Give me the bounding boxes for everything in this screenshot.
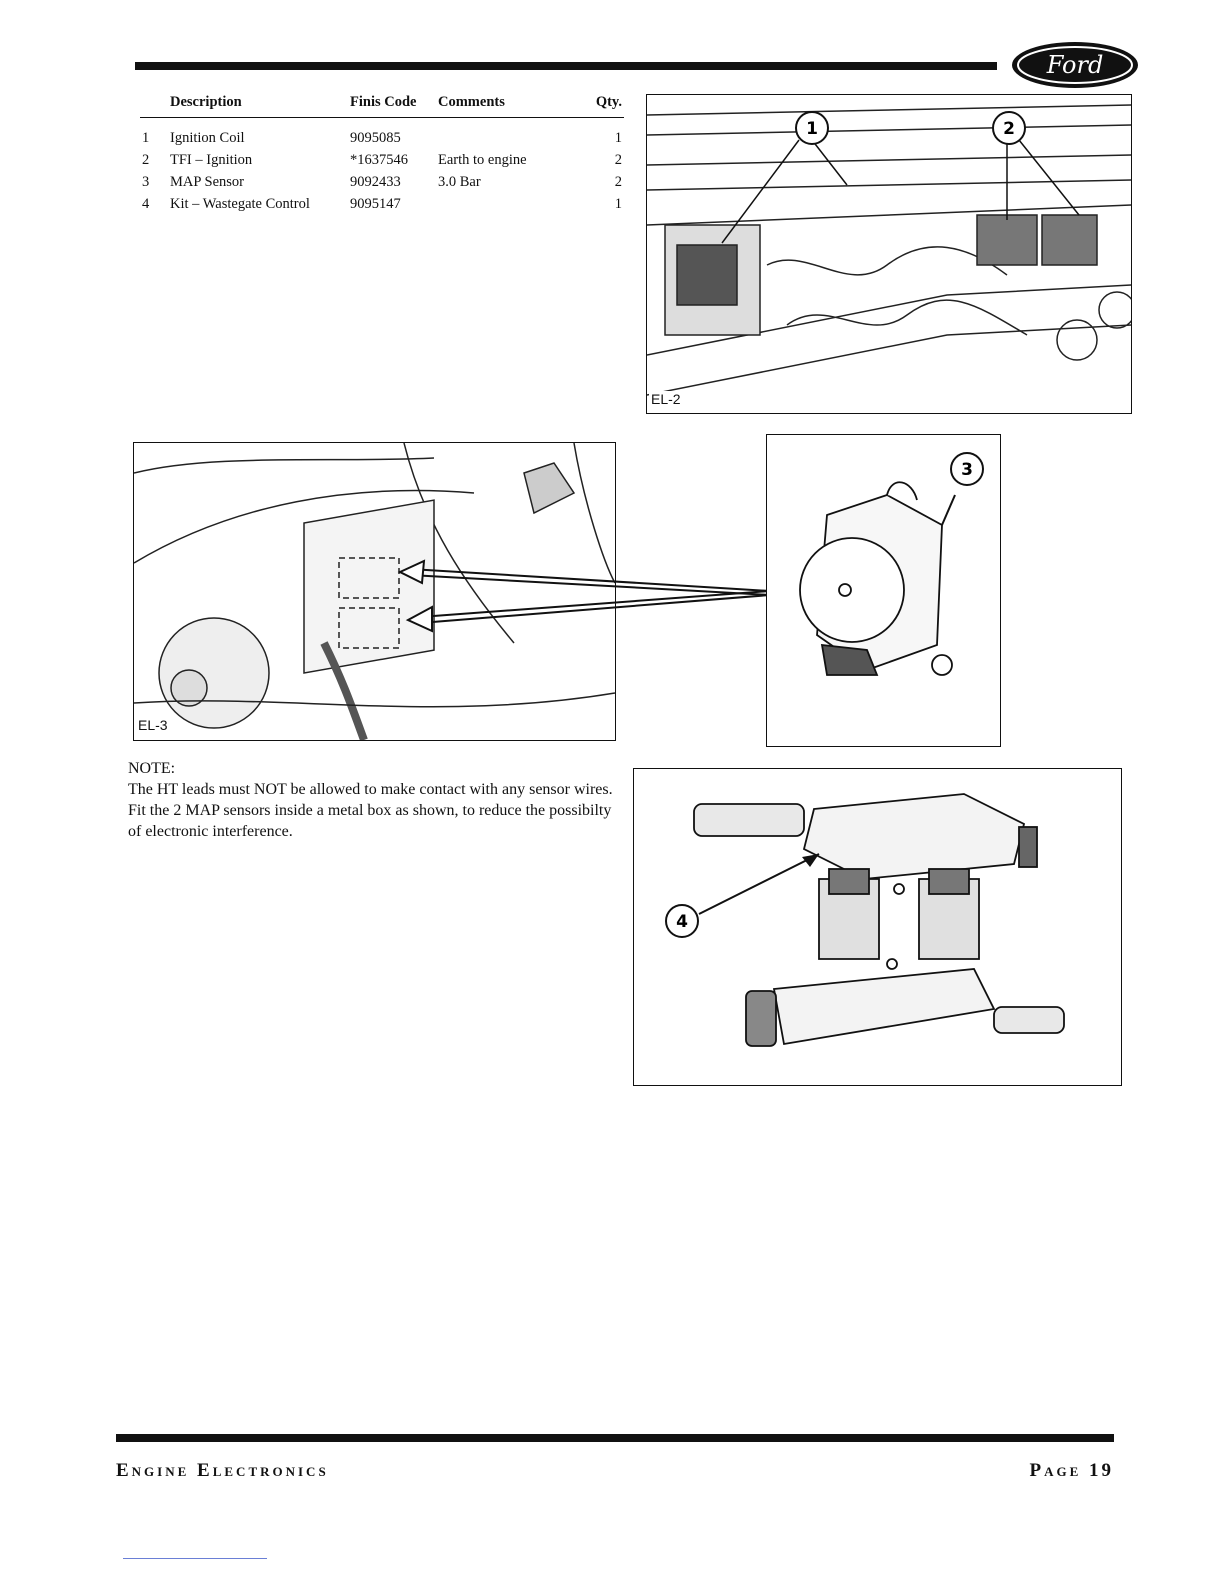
row-comments xyxy=(438,193,578,215)
row-qty: 1 xyxy=(614,196,622,212)
row-qty: 1 xyxy=(614,130,622,146)
col-qty: Qty. xyxy=(578,88,624,118)
row-finis-code: *1637546 xyxy=(350,152,408,168)
row-comments: 3.0 Bar xyxy=(438,174,481,190)
row-finis-code: 9095085 xyxy=(350,130,401,146)
callout-3: 3 xyxy=(961,460,973,480)
row-finis-code: 9092433 xyxy=(350,174,401,190)
row-num: 1 xyxy=(142,130,150,146)
footer-rule xyxy=(116,1434,1114,1442)
row-comments: Earth to engine xyxy=(438,152,527,168)
col-description: Description xyxy=(170,88,350,118)
row-description: Kit – Wastegate Control xyxy=(170,196,310,212)
map-sensor-illustration xyxy=(767,435,1000,746)
note-heading: NOTE: xyxy=(128,760,176,777)
row-num: 4 xyxy=(142,196,150,212)
table-row xyxy=(140,149,624,171)
table-row xyxy=(140,118,624,150)
parts-table xyxy=(140,88,624,215)
footer-section-title: Engine Electronics xyxy=(116,1460,329,1481)
wastegate-kit-illustration xyxy=(634,769,1121,1085)
figure-el2 xyxy=(646,94,1132,414)
row-description: TFI – Ignition xyxy=(170,152,253,168)
header-rule xyxy=(135,62,997,70)
figure-label-el3: EL-3 xyxy=(138,717,168,733)
engine-bay-illustration xyxy=(647,95,1131,413)
note-line-2: Fit the 2 MAP sensors inside a metal box as shown, to reduce the possibilty of electronic interference. xyxy=(128,802,612,840)
row-qty: 2 xyxy=(614,152,622,168)
table-row xyxy=(140,171,624,193)
note-line-1: The HT leads must NOT be allowed to make contact with any sensor wires. xyxy=(128,781,613,798)
pointer-arrows xyxy=(390,555,770,635)
row-comments xyxy=(438,118,578,150)
col-finis-code: Finis Code xyxy=(350,88,438,118)
row-qty: 2 xyxy=(614,174,622,190)
ford-logo xyxy=(1010,40,1140,90)
row-description: Ignition Coil xyxy=(170,130,245,146)
callout-1: 1 xyxy=(806,119,818,139)
row-num: 2 xyxy=(142,152,150,168)
callout-2: 2 xyxy=(1003,119,1015,139)
table-header-row xyxy=(140,88,624,118)
ford-logo-text: Ford xyxy=(1046,51,1104,79)
note-block xyxy=(128,758,618,842)
row-num: 3 xyxy=(142,174,150,190)
footer-blue-line xyxy=(123,1558,267,1559)
callout-4: 4 xyxy=(676,912,688,932)
figure-wastegate-kit xyxy=(633,768,1122,1086)
col-comments: Comments xyxy=(438,88,578,118)
figure-map-sensor xyxy=(766,434,1001,747)
row-description: MAP Sensor xyxy=(170,174,244,190)
table-row xyxy=(140,193,624,215)
row-finis-code: 9095147 xyxy=(350,196,401,212)
figure-label-el2: EL-2 xyxy=(651,391,681,407)
footer-page-number: Page 19 xyxy=(1029,1460,1114,1481)
